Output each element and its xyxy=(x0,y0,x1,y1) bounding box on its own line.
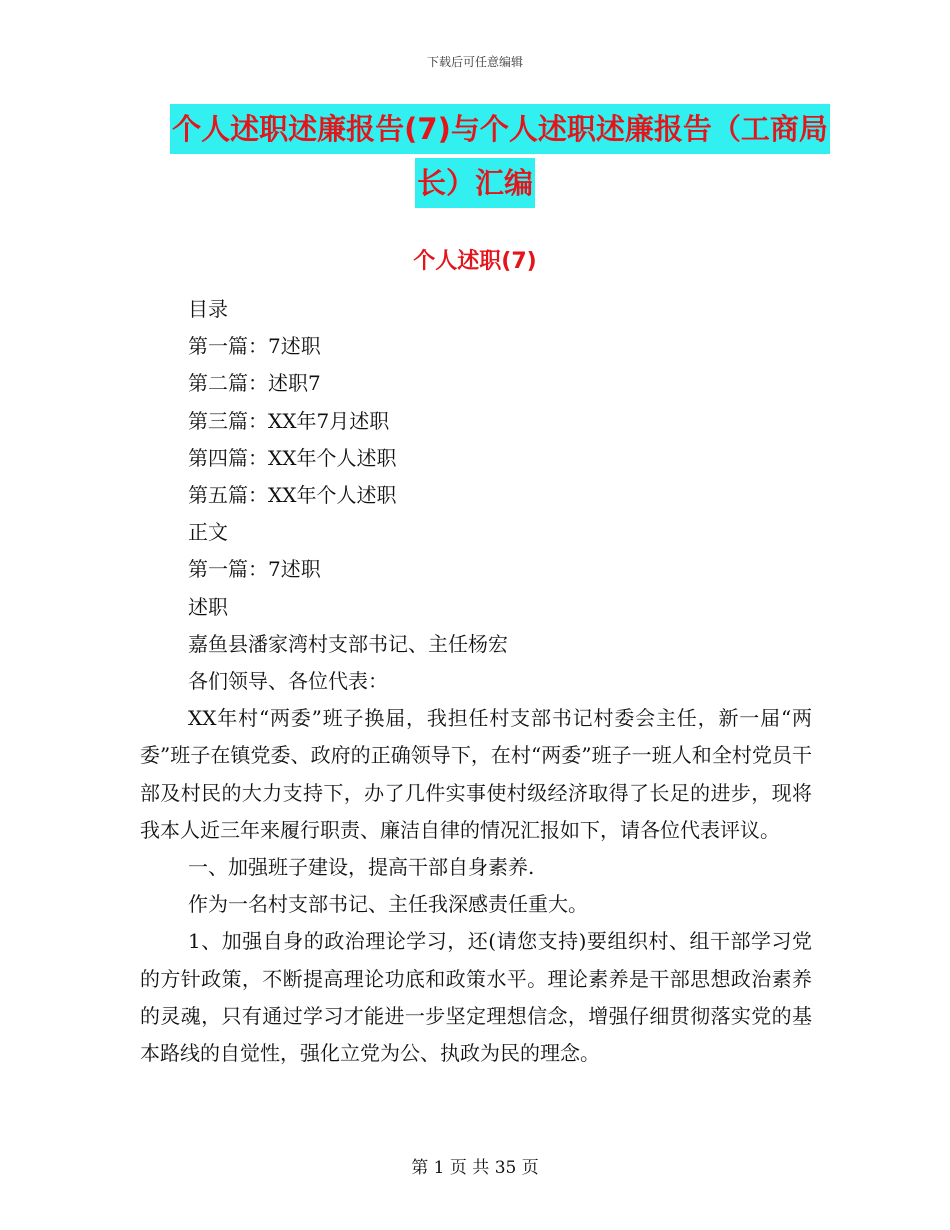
toc-item: 第二篇：述职7 xyxy=(188,371,321,396)
author-line: 嘉鱼县潘家湾村支部书记、主任杨宏 xyxy=(188,631,508,656)
body-heading: 述职 xyxy=(188,594,228,619)
greeting: 各们领导、各位代表： xyxy=(188,669,388,694)
toc-item: 第四篇：XX年个人述职 xyxy=(188,445,397,470)
page-number: 第 1 页 共 35 页 xyxy=(411,1158,539,1178)
section-heading: 一、加强班子建设，提高干部自身素养. xyxy=(188,855,535,880)
toc-item: 第五篇：XX年个人述职 xyxy=(188,483,397,508)
body-label: 正文 xyxy=(188,520,228,545)
page-header: 下载后可任意编辑 xyxy=(426,55,523,69)
body-paragraph: XX年村“两委”班子换届，我担任村支部书记村委会主任，新一届“两委”班子在镇党委、政府的正确领导下，在村“两委”班子一班人和全村党员干部及村民的大力支持下，办了几件实事使村级经济取得了长足的进步，现将我本人近三年来履行职责、廉洁自律的情况汇报如下，请各位代表评议。 xyxy=(140,706,812,842)
part-title: 第一篇：7述职 xyxy=(188,557,321,582)
body-paragraph: 作为一名村支部书记、主任我深感责任重大。 xyxy=(188,892,588,917)
toc-item: 第三篇：XX年7月述职 xyxy=(188,408,390,433)
toc-heading: 目录 xyxy=(188,297,228,321)
toc-item: 第一篇：7述职 xyxy=(188,334,321,359)
document-title-line-1: 个人述职述廉报告(7)与个人述职述廉报告（工商局 xyxy=(170,104,830,154)
body-paragraph: 1、加强自身的政治理论学习，还(请您支持)要组织村、组干部学习党的方针政策，不断提高理论功底和政策水平。理论素养是干部思想政治素养的灵魂，只有通过学习才能进一步坚定理想信念，增强仔细贯彻落实党的基本路线的自觉性，强化立党为公、执政为民的理念。 xyxy=(140,929,812,1066)
section-title: 个人述职(7) xyxy=(413,249,537,274)
document-title-line-2: 长）汇编 xyxy=(415,158,535,208)
document-body xyxy=(140,291,812,1072)
document-title xyxy=(0,104,950,212)
